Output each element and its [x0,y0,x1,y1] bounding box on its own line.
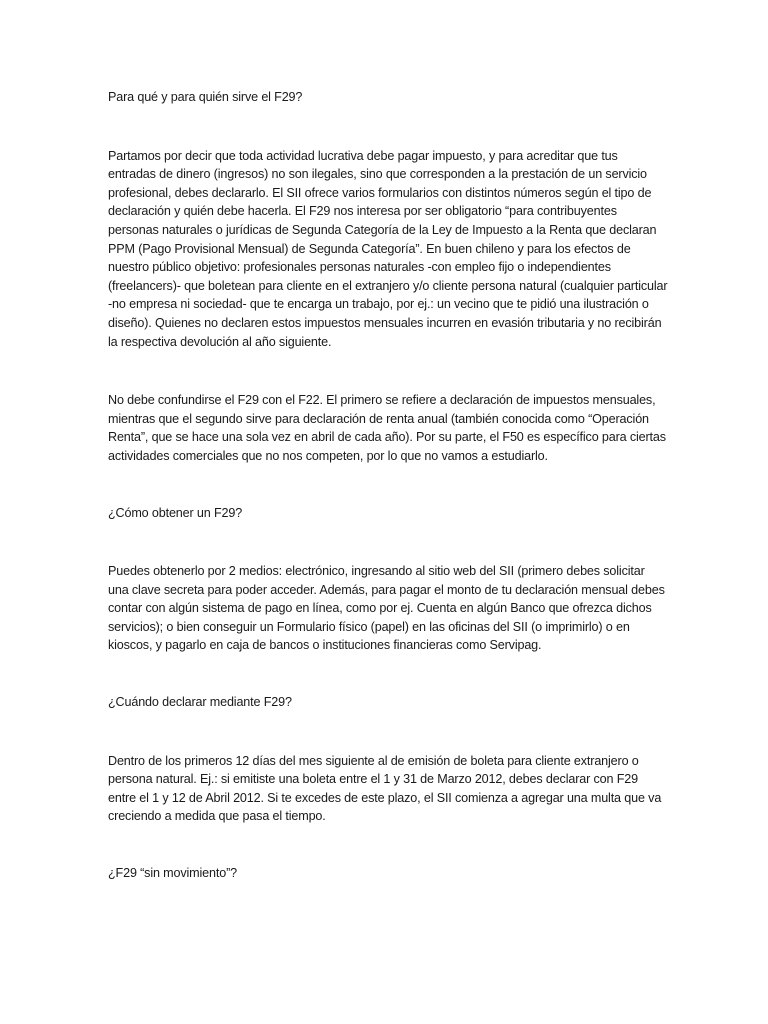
section-heading-para-que: Para qué y para quién sirve el F29? [108,90,303,104]
spacer [108,826,668,864]
section-heading-sin-movimiento: ¿F29 “sin movimiento”? [108,866,237,881]
spacer [108,712,668,752]
spacer [108,655,668,693]
spacer [108,351,668,391]
section-heading-cuando-declarar: ¿Cuándo declarar mediante F29? [108,695,292,710]
document-page [108,88,668,883]
section-heading-como-obtener: ¿Cómo obtener un F29? [108,505,243,520]
paragraph-actividad-lucrativa: Partamos por decir que toda actividad lucrativa debe pagar impuesto, y para acreditar que tus entradas de dinero (ingresos) no son ilegales, sino que corresponden a la prestación de un servicio profesional, debes declararlo. El SII ofrece varios formularios con distintos números según el tipo de declaración y quién debe hacerla. El F29 nos interesa por ser obligatorio “para contribuyentes personas naturales o jurídicas de Segunda Categoría de la Ley de Impuesto a la Renta que declaran PPM (Pago Provisional Mensual) de Segunda Categoría”. En buen chileno y para los efectos de nuestro público objetivo: profesionales personas naturales -con empleo fijo o independientes (freelancers)- que boletean para cliente en el extranjero y/o cliente persona natural (cualquier particular -no empresa ni sociedad- que te encarga un trabajo, por ej.: un vecino que te pidió una ilustración o diseño). Quienes no declaren estos impuestos mensuales incurren en evasión tributaria y no recibirán la respectiva devolución al año siguiente. [108,148,668,349]
paragraph-plazo: Dentro de los primeros 12 días del mes siguiente al de emisión de boleta para cliente extranjero o persona natural. Ej.: si emitiste una boleta entre el 1 y 31 de Marzo 2012, debes declarar con F29 entre el 1 y 12 de Abril 2012. Si te excedes de este plazo, el SII comienza a agregar una multa que va creciendo a medida que pasa el tiempo. [108,753,662,824]
paragraph-medios: Puedes obtenerlo por 2 medios: electrónico, ingresando al sitio web del SII (primero debes solicitar una clave secreta para poder acceder. Además, para pagar el monto de tu declaración mensual debes contar con algún sistema de pago en línea, como por ej. Cuenta en algún Banco que ofrezca dichos servicios); o bien conseguir un Formulario físico (papel) en las oficinas del SII (o imprimirlo) o en kioscos, y pagarlo en caja de bancos o instituciones financieras como Servipag. [108,564,665,653]
paragraph-f29-vs-f22: No debe confundirse el F29 con el F22. El primero se refiere a declaración de impuestos mensuales, mientras que el segundo sirve para declaración de renta anual (también conocida como “Operación Renta”, que se hace una sola vez en abril de cada año). Por su parte, el F50 es específico para ciertas actividades comerciales que no nos competen, por lo que no vamos a estudiarlo. [108,393,666,463]
spacer [108,522,668,562]
spacer [108,107,668,147]
spacer [108,466,668,504]
